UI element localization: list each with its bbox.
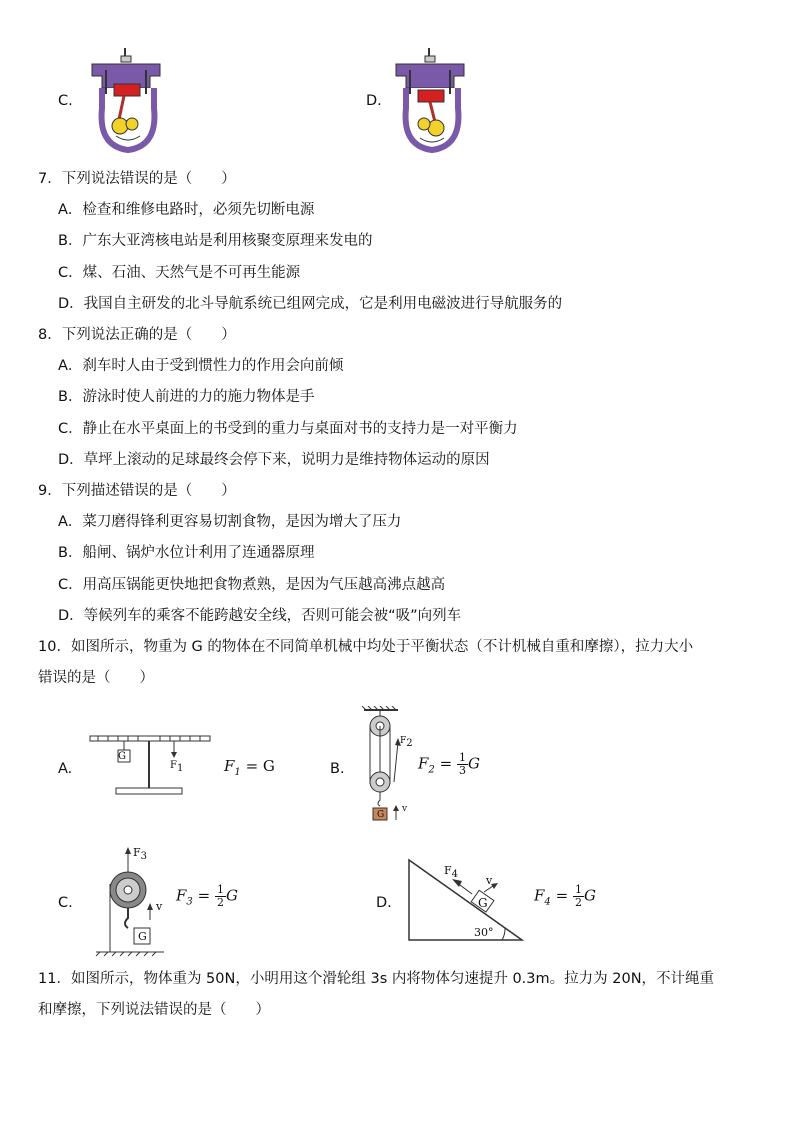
pulley-system-weight-label: G — [377, 810, 385, 820]
q8-option-a: A．刹车时人由于受到惯性力的作用会向前倾 — [58, 358, 344, 374]
q7-option-c: C．煤、石油、天然气是不可再生能源 — [58, 265, 301, 281]
incline-angle-label: 30° — [474, 926, 494, 939]
q9-stem: 9．下列描述错误的是（ ） — [38, 483, 236, 499]
q11-stem-line2: 和摩擦，下列说法错误的是（ ） — [38, 1002, 270, 1018]
pulley-system-figure — [358, 706, 418, 824]
lever-force-label: $F_1$ — [170, 760, 184, 774]
incline-force-label: $F_4$ — [444, 864, 459, 881]
q11-stem-line1: 11．如图所示，物体重为 50N，小明用这个滑轮组 3s 内将物体匀速提升 0.3m。拉力为 20N，不计绳重 — [38, 971, 715, 987]
q10-b-equation: $F_2$ = $\frac{1}{3}$ G — [418, 751, 480, 777]
q9-option-b: B．船闸、锅炉水位计利用了连通器原理 — [58, 545, 315, 561]
q10-stem-line2: 错误的是（ ） — [38, 670, 154, 686]
q8-stem: 8．下列说法正确的是（ ） — [38, 327, 236, 343]
engine-figure-c — [88, 46, 168, 154]
q7-option-b: B．广东大亚湾核电站是利用核聚变原理来发电的 — [58, 233, 373, 249]
q10-option-b-label: B. — [330, 761, 345, 777]
q10-stem-line1: 10．如图所示，物重为 G 的物体在不同简单机械中均处于平衡状态（不计机械自重和摩擦），拉力大小 — [38, 639, 694, 655]
pulley-system-force-label: $F_2$ — [400, 736, 413, 749]
movable-pulley-velocity-label: v — [156, 900, 163, 913]
q10-option-d-label: D. — [376, 895, 392, 911]
q7-stem: 7．下列说法错误的是（ ） — [38, 171, 236, 187]
incline-figure — [406, 856, 526, 944]
q9-option-a: A．菜刀磨得锋利更容易切割食物，是因为增大了压力 — [58, 514, 402, 530]
movable-pulley-force-label: $F_3$ — [133, 846, 148, 863]
q7-option-a: A．检查和维修电路时，必须先切断电源 — [58, 202, 315, 218]
incline-velocity-label: v — [486, 874, 493, 887]
engine-figure-d — [392, 46, 472, 154]
q8-option-c: C．静止在水平桌面上的书受到的重力与桌面对书的支持力是一对平衡力 — [58, 421, 518, 437]
q10-d-equation: $F_4$ = $\frac{1}{2}$ G — [534, 883, 596, 909]
lever-figure — [88, 728, 212, 800]
q6-option-c-label: C. — [58, 93, 73, 109]
q6-option-d-label: D. — [366, 93, 382, 109]
q10-c-equation: $F_3$ = $\frac{1}{2}$ G — [176, 883, 238, 909]
q10-option-a-label: A. — [58, 761, 73, 777]
pulley-system-velocity-label: v — [402, 804, 408, 814]
q8-option-d: D．草坪上滚动的足球最终会停下来，说明力是维持物体运动的原因 — [58, 452, 490, 468]
q10-option-c-label: C. — [58, 895, 73, 911]
movable-pulley-weight-label: G — [138, 930, 147, 943]
q9-option-d: D．等候列车的乘客不能跨越安全线，否则可能会被“吸”向列车 — [58, 608, 462, 624]
q7-option-d: D．我国自主研发的北斗导航系统已组网完成，它是利用电磁波进行导航服务的 — [58, 296, 563, 312]
lever-weight-label: G — [118, 751, 126, 762]
q10-a-equation: $F_1 = G$ — [224, 757, 275, 778]
q8-option-b: B．游泳时使人前进的力的施力物体是手 — [58, 389, 315, 405]
incline-weight-label: G — [478, 896, 488, 910]
q9-option-c: C．用高压锅能更快地把食物煮熟，是因为气压越高沸点越高 — [58, 577, 446, 593]
